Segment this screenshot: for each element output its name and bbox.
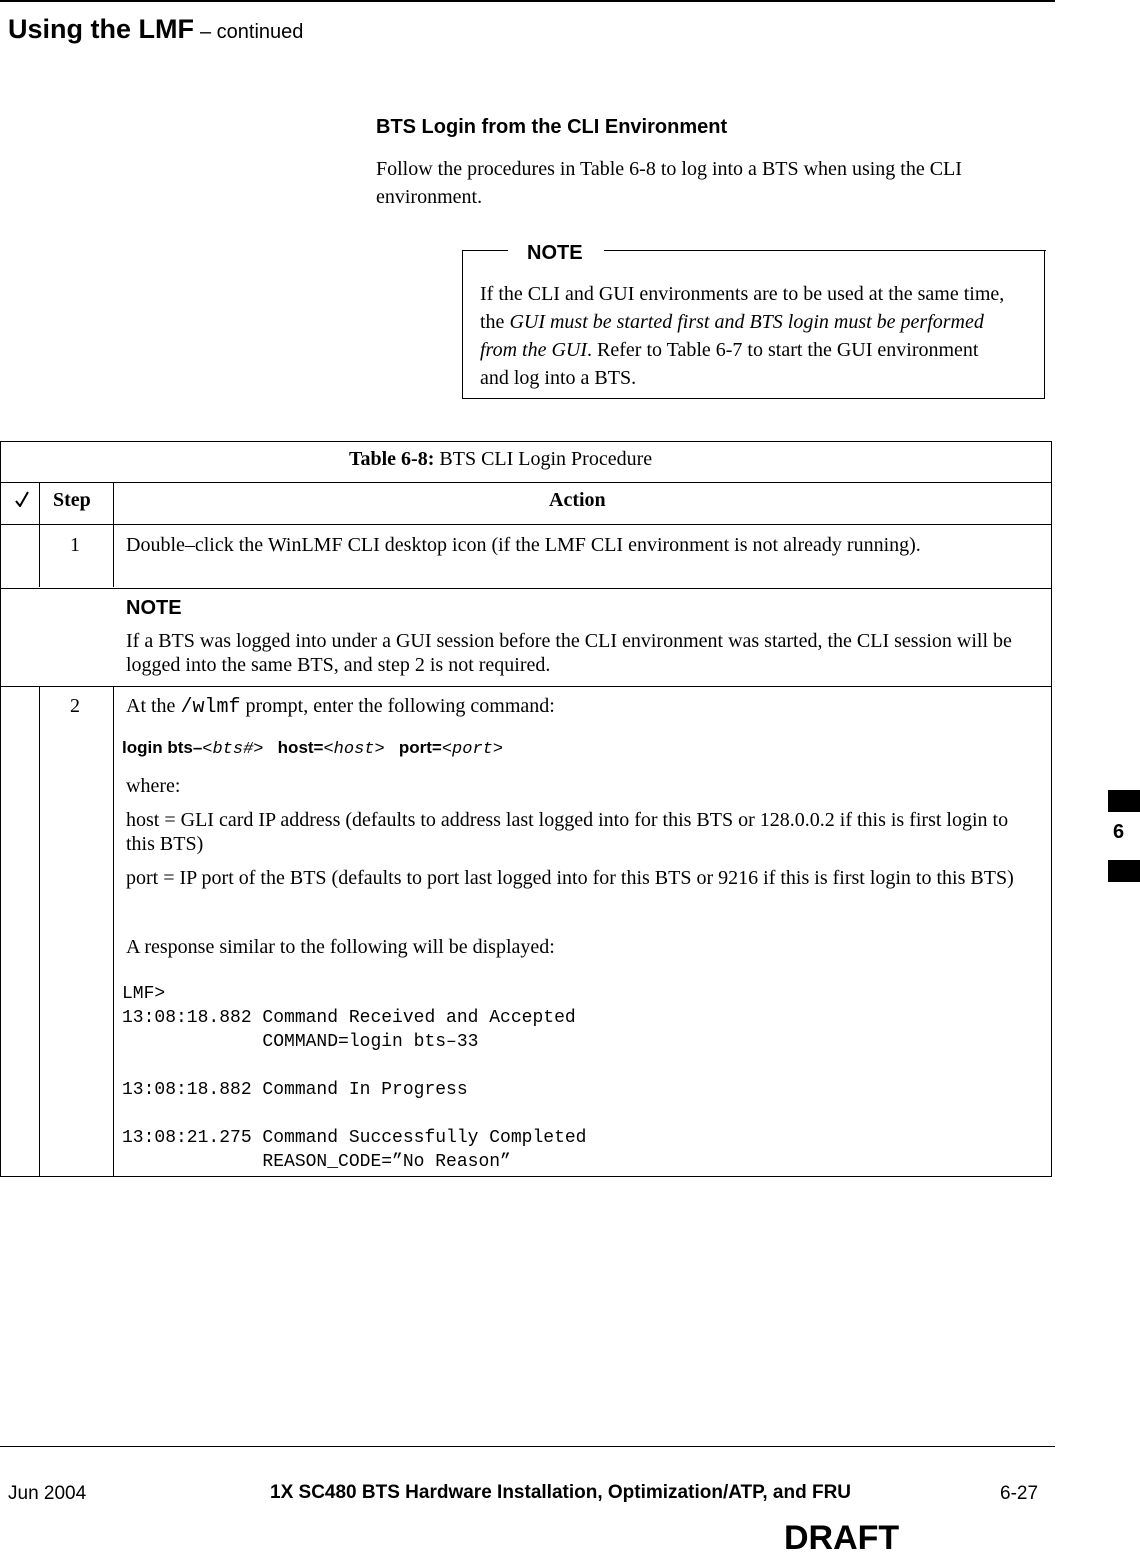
command-output: LMF> 13:08:18.882 Command Received and Accepted COMMAND=login bts–33 13:08:18.882 Command In Progress 13:08:21.275 Command Successfully Completed REASON_CODE=”No Reason”	[122, 984, 587, 1172]
step-number-1: 1	[70, 534, 80, 556]
note-text-emphasis: GUI must be started first and BTS login must be performed from the GUI	[480, 311, 984, 361]
side-tab-bottom	[1108, 860, 1140, 882]
cmd-login: login bts–	[122, 738, 203, 757]
table-caption-text: BTS CLI Login Procedure	[434, 448, 653, 470]
table-col-rule-check-a	[39, 482, 40, 587]
cmd-bts-arg: <bts#>	[202, 740, 264, 759]
table-note-label: NOTE	[126, 597, 182, 619]
host-description: host = GLI card IP address (defaults to address last logged into for this BTS or 128.0.0.2 if this is first login to this BTS)	[126, 809, 1009, 855]
step-number-2: 2	[70, 695, 80, 717]
draft-watermark: DRAFT	[784, 1519, 900, 1557]
note-box-top-left	[462, 250, 508, 251]
section-heading: BTS Login from the CLI Environment	[376, 116, 728, 138]
prompt-code: /wlmf	[180, 696, 241, 719]
note-label: NOTE	[527, 242, 583, 264]
column-header-action: Action	[549, 489, 606, 511]
step-2-action-b: prompt, enter the following command:	[240, 695, 555, 717]
note-text-b: . Refer to Table 6-7 to start the GUI environment and log into a BTS.	[480, 339, 979, 389]
table-rule-note	[1, 686, 1051, 687]
cmd-port: port=	[398, 738, 442, 757]
side-tab-number: 6	[1113, 821, 1125, 843]
table-caption	[349, 448, 652, 471]
footer-date: Jun 2004	[8, 1483, 87, 1504]
step-2-action-a: At the	[126, 695, 181, 717]
footer-title: 1X SC480 BTS Hardware Installation, Optimization/ATP, and FRU	[270, 1482, 852, 1503]
step-2-action	[126, 694, 1036, 720]
table-rule-header	[1, 524, 1051, 525]
table-col-rule-step-a	[113, 482, 114, 587]
cmd-port-arg: <port>	[441, 740, 504, 759]
table-col-rule-check-b	[39, 686, 40, 1177]
table-col-rule-step-b	[113, 686, 114, 1177]
table-rule-row1	[1, 588, 1051, 589]
cmd-host: host=	[277, 738, 324, 757]
side-tab-top	[1108, 790, 1140, 812]
cmd-host-arg: <host>	[323, 740, 385, 759]
table-caption-label: Table 6-8:	[349, 448, 435, 470]
intro-paragraph: Follow the procedures in Table 6-8 to log into a BTS when using the CLI environment.	[376, 158, 962, 208]
footer-page-number: 6-27	[1000, 1483, 1039, 1504]
header-continued: – continued	[199, 21, 304, 43]
table-rule-caption	[1, 482, 1051, 483]
response-intro: A response similar to the following will be displayed:	[126, 936, 555, 958]
page-header	[8, 14, 303, 45]
checkmark-icon	[15, 491, 29, 507]
where-label: where:	[126, 775, 181, 797]
note-text-a: If the CLI and GUI environments are to be used at the same time, the	[480, 283, 1005, 333]
step-1-action: Double–click the WinLMF CLI desktop icon (if the LMF CLI environment is not already running).	[126, 534, 921, 556]
column-header-step: Step	[53, 489, 91, 511]
table-note-text: If a BTS was logged into under a GUI session before the CLI environment was started, the CLI session will be logged into the same BTS, and step 2 is not required.	[126, 630, 1012, 676]
header-title: Using the LMF	[8, 14, 194, 44]
port-description: port = IP port of the BTS (defaults to port last logged into for this BTS or 9216 if this is first login to this BTS)	[126, 867, 1014, 889]
login-command	[122, 738, 503, 759]
footer-rule	[0, 1446, 1055, 1447]
note-text	[480, 280, 1010, 392]
note-box-top-right	[604, 250, 1046, 251]
top-rule	[0, 0, 1055, 2]
